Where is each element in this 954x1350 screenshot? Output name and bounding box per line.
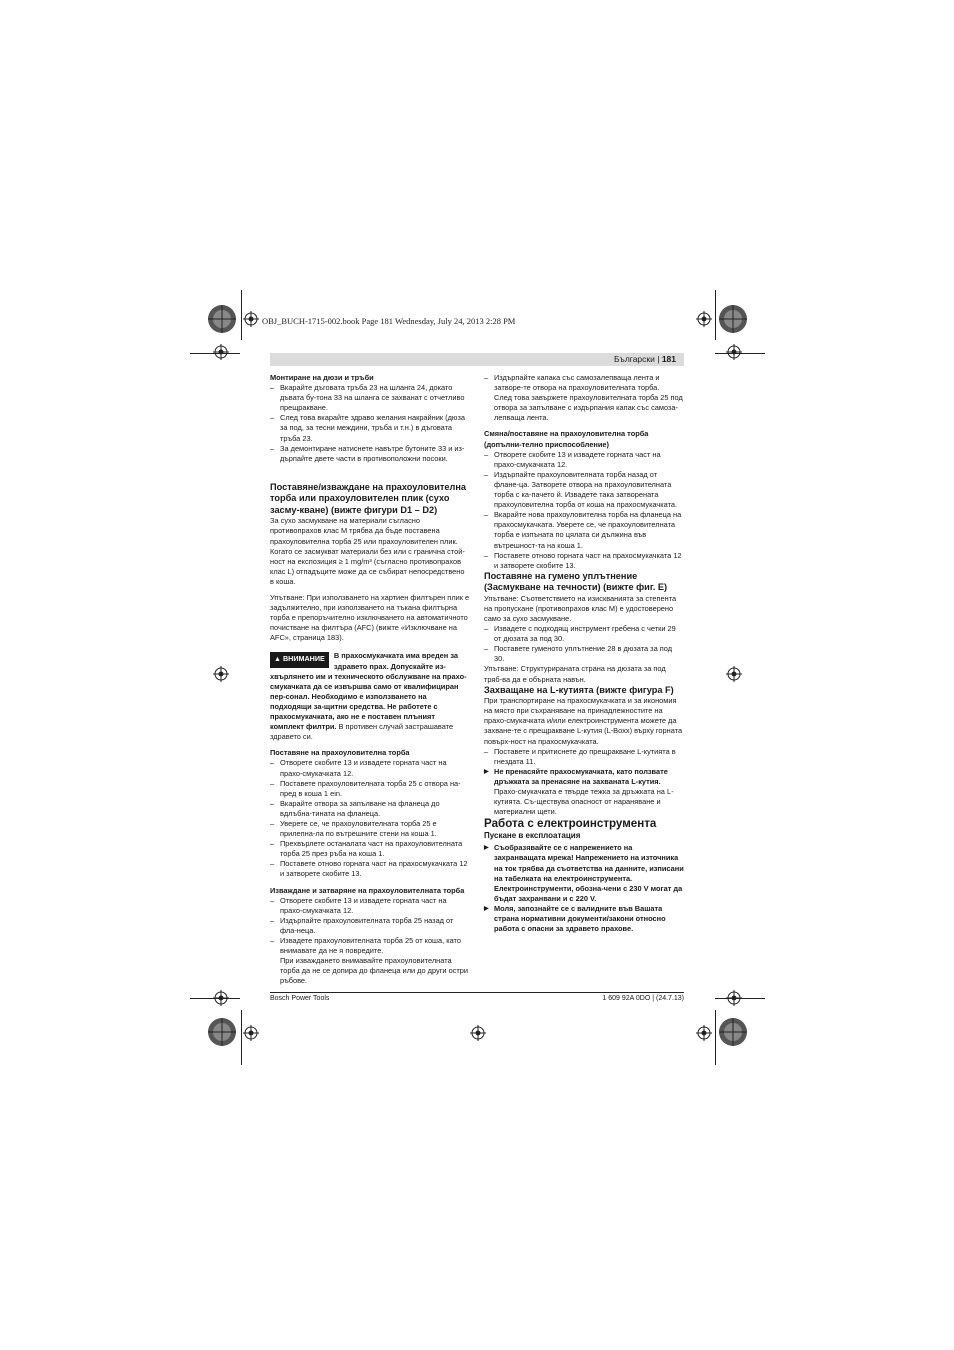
paragraph: При транспортиране на прахосмукачката и за икономия на място при съхраняване на принадлежностите на прахо-смукачката и/или електроинструмента можете да захване-те с прещракване L-кутия (L-Boxx) върху горната повърх-ност на прахосмукачката. (484, 696, 683, 746)
crop-mark (241, 290, 242, 340)
section-title: Монтиране на дюзи и тръби (270, 373, 374, 382)
list-item: – Поставете отново горната част на прахосмукачката 12 и затворете скобите 13. (484, 551, 684, 571)
note-paragraph: Упътване: Съответствието на изискванията за степента на пропускане (противопрахов клас M) е удостоверено само за сухо засмукване. (484, 593, 677, 623)
registration-mark-icon (213, 990, 229, 1006)
crop-mark (715, 1010, 716, 1065)
list-item: – Вкарайте нова прахоуловителна торба на фланеца на прахосмукачката. Уверете се, че прахоуловителната торба е изпъната по цялата си дължина във вътрешност-та на коша 1. (484, 510, 684, 550)
warning-text: В прахосмукачката има вреден за здравето прах. Допускайте из-хвърлянето им и техническото обслужване на прахо-смукачката да се извършва само от квалифициран пер-сонал. Необходимо е използването на подходящи за-щитни средства. Не работете с прахосмукачката, ако не е поставен плъният комплект филтри. (270, 651, 467, 732)
section-title: Изваждане и затваряне на прахоуловителната торба (270, 885, 465, 895)
list-item: – Извадете с подходящ инструмент гребена с четки 29 от дюзата за под 30. (484, 624, 684, 644)
header-text: Български | 181 (613, 354, 676, 364)
footer-rule (270, 992, 684, 993)
section-heading: Поставяне на гумено уплътнение (Засмукване на течности) (вижте фиг. E) (484, 570, 668, 593)
warning-label: ВНИМАНИЕ (282, 654, 325, 664)
list-item: – Поставете отново горната част на прахосмукачката 12 и затворете скобите 13. (270, 859, 470, 879)
crop-mark (715, 290, 716, 340)
bullet-list (484, 624, 684, 664)
registration-mark-icon (696, 1025, 712, 1041)
list-item: – Поставете гуменото уплътнение 28 в дюзата за под 30. (484, 644, 684, 664)
list-item: – Отворете скобите 13 и извадете горната част на прахо-смукачката 12. (270, 758, 470, 778)
registration-mark-icon (213, 344, 229, 360)
warning-badge (270, 652, 329, 667)
section-title: Поставяне на прахоуловителна торба (270, 748, 410, 758)
list-item: – Уверете се, че прахоуловителната торба 25 е прилепна-ла по вътрешните стени на коша 1. (270, 819, 470, 839)
bullet-list (270, 383, 470, 464)
left-column (270, 373, 470, 986)
page-number: 181 (661, 354, 676, 364)
safety-note-text: Прахо-смукачката е твърде тежка за дръжката на L-кутията. Съ-ществува опасност от нараняване и материални щети. (494, 786, 674, 817)
warning-tail: В противен случай застрашавате здравето си. (270, 722, 454, 742)
list-item: – Издърпайте прахоуловителната торба 25 назад от фла-неца. (270, 916, 470, 936)
section-title: Смяна/поставяне на прахоуловителна торба (допълни-телно приспособление) (484, 429, 649, 449)
right-column (484, 373, 684, 934)
registration-mark-icon (696, 311, 712, 327)
registration-mark-icon (726, 344, 742, 360)
note-paragraph: Упътване: При използването на хартиен филтърен плик е задължително, при използването на тъкана филтърна торба е препоръчително изключването на автоматичното почистване на филтъра (AFC) (вижте «Изключване на AFC», страница 183). (270, 593, 470, 643)
warning-block (270, 651, 470, 742)
color-dial-icon (207, 1017, 237, 1047)
footer-doc-number: 1 609 92A 0DO | (24.7.13) (602, 995, 684, 1002)
registration-mark-icon (470, 1025, 486, 1041)
list-item: – Отворете скобите 13 и извадете горната част на прахо-смукачката 12. (484, 450, 684, 470)
section-title: Пускане в експлоатация (484, 831, 581, 841)
list-item: – Вкарайте отвора за запълване на фланеца до вдлъбна-тината на фланеца. (270, 799, 470, 819)
bullet-list (270, 896, 470, 987)
print-meta-line: OBJ_BUCH-1715-002.book Page 181 Wednesday, July 24, 2013 2:28 PM (262, 316, 516, 326)
list-item: – Поставете и притиснете до прещракване L-кутията в гнездата 11. (484, 747, 684, 767)
warning-triangle-icon: ▲ (274, 656, 281, 664)
header-language: Български (613, 354, 655, 364)
note-paragraph: Упътване: Структурираната страна на дюзата за под тряб-ва да е обърната навън. (484, 664, 666, 684)
footer-brand: Bosch Power Tools (270, 995, 330, 1002)
list-item: – Издърпайте капака със самозалепваща лента и затворе-те отвора на прахоуловителната торба. След това завържете прахоуловителната торба 25 под отвора за запълване с издърпания капак със самоза-лепваща лента. (484, 373, 684, 423)
list-item: – Отворете скобите 13 и извадете горната част на прахо-смукачката 12. (270, 896, 470, 916)
list-item: – Извадете прахоуловителната торба 25 от коша, като внимавате да не я повредите. При изваждането внимавайте прахоуловителната торба да не се допира до фланеца или до други остри ръбове. (270, 936, 470, 986)
bullet-list (484, 373, 684, 423)
paragraph: Когато се засмукват материали без или с гранична стой-ност на експозиция ≥ 1 mg/m³ (съгласно противопрахов клас L) отпадъците може да се събират непосредствено в коша. (270, 546, 465, 586)
list-item: – За демонтиране натиснете навътре бутоните 33 и из-дърпайте двете части в противоположни посоки. (270, 444, 470, 464)
safety-note: ▶ Съобразявайте се с напрежението на захранващата мрежа! Напрежението на източника на ток трябва да съответства на данните, изписани на табелката на електроинструмента. Електроинструменти, обозна-чени с 230 V могат да бъдат захранвани и с 220 V. (484, 843, 684, 904)
bullet-list (484, 450, 684, 571)
registration-mark-icon (243, 311, 259, 327)
list-item: – След това вкарайте здраво желания накрайник (дюза за под, за тесни междини, тръба и т.н.) в дъговата тръба 23. (270, 413, 470, 443)
page-header (270, 353, 684, 366)
section-heading: Захващане на L-кутията (вижте фигура F) (484, 684, 674, 695)
safety-note (484, 767, 684, 817)
list-item: – Издърпайте прахоуловителната торба назад от фланe-ца. Затворете отвора на прахоуловителната торба с ка-пачето й. Извадете така затворената прахоуловителна торба от коша на прахосмукачката. (484, 470, 684, 510)
list-item: – Поставете прахоуловителната торба 25 с отвора на-пред в коша 1 ein. (270, 779, 470, 799)
safety-note-bold: Не пренасяйте прахосмукачката, като ползвате дръжката за пренасяне на захваната L-кутия. (494, 766, 668, 786)
color-dial-icon (718, 1017, 748, 1047)
registration-mark-icon (213, 666, 229, 682)
bullet-list (270, 758, 470, 879)
paragraph: За сухо засмукване на материали съгласно противопрахов клас M трябва да бъде поставена прахоуловителна торба 25 или прахоуловителен плик. (270, 516, 458, 546)
registration-mark-icon (726, 990, 742, 1006)
bullet-list (484, 747, 684, 767)
registration-mark-icon (726, 666, 742, 682)
list-item: – Прехвърлете останалата част на прахоуловителната торба 25 през ръба на коша 1. (270, 839, 470, 859)
section-heading: Поставяне/изваждане на прахоуловителна торба или прахоуловителен плик (сухо засму-кване) (вижте фигури D1 – D2) (270, 481, 467, 515)
list-item: – Вкарайте дъговата тръба 23 на шланга 24, докато дъвата бу-тона 33 на шланга се захванат с отчетливо прещракване. (270, 383, 470, 413)
color-dial-icon (718, 304, 748, 334)
registration-mark-icon (243, 1025, 259, 1041)
color-dial-icon (207, 304, 237, 334)
safety-note: ▶ Моля, запознайте се с валидните във Вашата страна нормативни документи/закони относно работа с опасни за здравето прахове. (484, 904, 684, 934)
crop-mark (241, 1010, 242, 1065)
chapter-heading: Работа с електроинструмента (484, 817, 657, 831)
